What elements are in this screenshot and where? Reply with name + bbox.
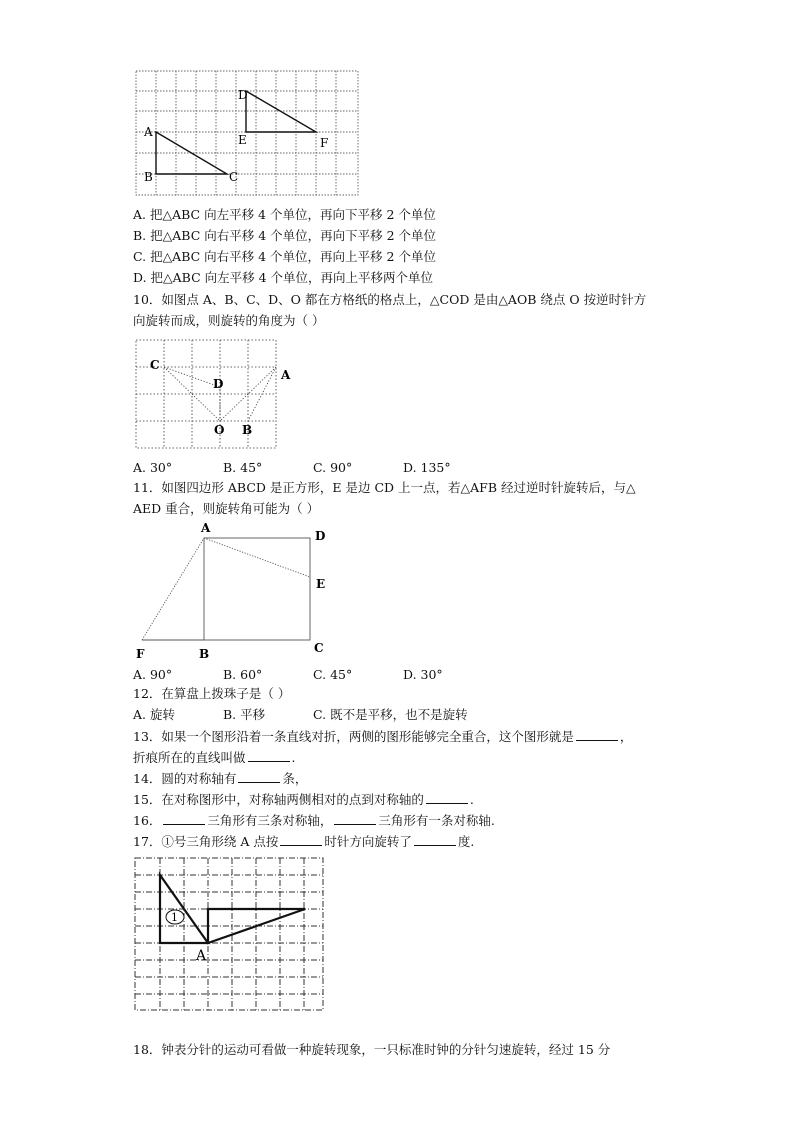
q10-option-c: C. 90° <box>313 460 353 475</box>
label-1: 1 <box>171 911 178 924</box>
q16-part3: 三角形有一条对称轴. <box>378 813 495 828</box>
q11-option-b: B. 60° <box>223 667 263 682</box>
q10-text-line1: 10．如图点 A、B、C、D、O 都在方格纸的格点上，△COD 是由△AOB 绕点 O 按逆时针方 <box>133 292 647 307</box>
label-b: B <box>144 170 153 184</box>
q13-part1: 13．如果一个图形沿着一条直线对折，两侧的图形能够完全重合，这个图形就是 <box>133 729 574 744</box>
q12-option-b: B. 平移 <box>223 707 266 722</box>
q17-part1: 17．①号三角形绕 A 点按 <box>133 834 279 849</box>
q12-text: 12．在算盘上拨珠子是（ ） <box>133 686 291 701</box>
q11-option-a: A. 90° <box>133 667 173 682</box>
q18-text: 18．钟表分针的运动可看做一种旋转现象，一只标准时钟的分针匀速旋转，经过 15 分 <box>133 1042 611 1057</box>
q11-text-line1: 11．如图四边形 ABCD 是正方形，E 是边 CD 上一点，若△AFB 经过逆时针旋转后，与△ <box>133 480 636 495</box>
q9-option-d: D. 把△ABC 向左平移 4 个单位，再向上平移两个单位 <box>133 270 434 285</box>
q16-part2: 三角形有三条对称轴， <box>207 813 333 828</box>
q17-part2: 时针方向旋转了 <box>324 834 412 849</box>
q10-option-b: B. 45° <box>223 460 263 475</box>
label-a: A <box>196 948 207 964</box>
q13-part2: ， <box>619 729 633 744</box>
label-a: A <box>144 125 153 139</box>
label-f: F <box>320 136 329 150</box>
q9-option-c: C. 把△ABC 向右平移 4 个单位，再向上平移 2 个单位 <box>133 249 436 264</box>
label-a: A <box>281 368 291 382</box>
label-e: E <box>316 577 326 591</box>
q10-option-a: A. 30° <box>133 460 173 475</box>
label-e: E <box>238 133 247 147</box>
q16-part1: 16． <box>133 813 162 828</box>
label-o: O <box>214 423 225 437</box>
q14-part2: 条， <box>282 771 308 786</box>
label-b: B <box>242 423 253 437</box>
label-d: D <box>238 88 248 102</box>
q10-option-d: D. 135° <box>403 460 451 475</box>
q11-text-line2: AED 重合，则旋转角可能为（ ） <box>133 501 320 516</box>
q12-option-c: C. 既不是平移，也不是旋转 <box>313 707 468 722</box>
label-a: A <box>201 521 211 535</box>
label-d: D <box>315 529 326 543</box>
label-d: D <box>213 377 224 391</box>
q14-part1: 14．圆的对称轴有 <box>133 771 237 786</box>
q9-option-a: A. 把△ABC 向左平移 4 个单位，再向下平移 2 个单位 <box>133 207 436 222</box>
q13-part3: 折痕所在的直线叫做 <box>133 750 246 765</box>
q11-option-c: C. 45° <box>313 667 353 682</box>
label-c: C <box>150 358 160 372</box>
q17-part3: 度. <box>457 834 475 849</box>
q15-part1: 15．在对称图形中，对称轴两侧相对的点到对称轴的 <box>133 792 424 807</box>
q13-part4: . <box>291 750 296 765</box>
q15-part2: . <box>469 792 474 807</box>
label-c: C <box>314 641 324 655</box>
q9-option-b: B. 把△ABC 向右平移 4 个单位，再向下平移 2 个单位 <box>133 228 437 243</box>
q12-option-a: A. 旋转 <box>133 707 175 722</box>
label-f: F <box>136 647 145 661</box>
label-c: C <box>229 170 239 184</box>
q10-text-line2: 向旋转而成，则旋转的角度为（ ） <box>133 313 325 328</box>
label-b: B <box>199 647 210 661</box>
q11-option-d: D. 30° <box>403 667 443 682</box>
